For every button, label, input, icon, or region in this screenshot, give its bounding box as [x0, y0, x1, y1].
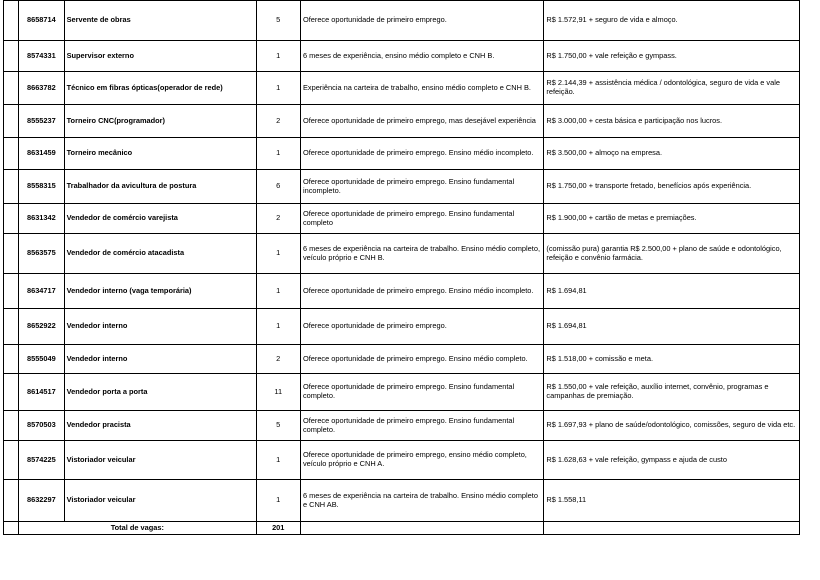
job-title: Servente de obras [64, 1, 256, 41]
row-blank-cell [4, 309, 19, 345]
row-blank-cell [4, 234, 19, 274]
job-requirements: Oferece oportunidade de primeiro emprego, mas desejável experiência [300, 105, 543, 138]
table-row [4, 105, 800, 138]
job-title: Supervisor externo [64, 41, 256, 72]
job-requirements: 6 meses de experiência na carteira de trabalho. Ensino médio completo, veículo próprio e CNH B. [300, 234, 543, 274]
job-title: Vendedor interno (vaga temporária) [64, 274, 256, 309]
table-row [4, 138, 800, 170]
job-title: Vendedor interno [64, 309, 256, 345]
job-salary: R$ 1.518,00 + comissão e meta. [544, 345, 800, 374]
table-row [4, 72, 800, 105]
table-row [4, 170, 800, 204]
table-row [4, 234, 800, 274]
job-code: 8663782 [19, 72, 64, 105]
job-salary: R$ 2.144,39 + assistência médica / odontológica, seguro de vida e vale refeição. [544, 72, 800, 105]
job-title: Vendedor de comércio atacadista [64, 234, 256, 274]
vacancy-count: 2 [256, 204, 300, 234]
vacancy-count: 1 [256, 441, 300, 480]
job-code: 8574225 [19, 441, 64, 480]
vacancy-count: 1 [256, 480, 300, 522]
job-code: 8558315 [19, 170, 64, 204]
job-salary: (comissão pura) garantia R$ 2.500,00 + plano de saúde e odontológico, refeição e convênio farmácia. [544, 234, 800, 274]
job-title: Vistoriador veicular [64, 480, 256, 522]
table-row [4, 309, 800, 345]
job-salary: R$ 1.558,11 [544, 480, 800, 522]
vacancy-count: 5 [256, 411, 300, 441]
vacancy-count: 2 [256, 105, 300, 138]
row-blank-cell [4, 480, 19, 522]
job-code: 8631459 [19, 138, 64, 170]
job-salary: R$ 3.000,00 + cesta básica e participação nos lucros. [544, 105, 800, 138]
job-requirements: Oferece oportunidade de primeiro emprego. Ensino fundamental completo. [300, 374, 543, 411]
job-salary: R$ 1.694,81 [544, 274, 800, 309]
job-requirements: Oferece oportunidade de primeiro emprego. Ensino médio completo. [300, 345, 543, 374]
job-requirements: Oferece oportunidade de primeiro emprego. Ensino médio incompleto. [300, 274, 543, 309]
job-salary: R$ 3.500,00 + almoço na empresa. [544, 138, 800, 170]
job-requirements: Oferece oportunidade de primeiro emprego. Ensino médio incompleto. [300, 138, 543, 170]
job-requirements: 6 meses de experiência, ensino médio completo e CNH B. [300, 41, 543, 72]
job-title: Vendedor porta a porta [64, 374, 256, 411]
vacancy-count: 1 [256, 41, 300, 72]
job-code: 8631342 [19, 204, 64, 234]
row-blank-cell [4, 1, 19, 41]
job-title: Técnico em fibras ópticas(operador de rede) [64, 72, 256, 105]
total-blank-cell-2 [300, 522, 543, 535]
vacancy-count: 1 [256, 234, 300, 274]
row-blank-cell [4, 170, 19, 204]
vacancy-count: 2 [256, 345, 300, 374]
table-row [4, 345, 800, 374]
job-code: 8658714 [19, 1, 64, 41]
job-code: 8570503 [19, 411, 64, 441]
table-row [4, 274, 800, 309]
job-code: 8652922 [19, 309, 64, 345]
vacancy-count: 6 [256, 170, 300, 204]
row-blank-cell [4, 345, 19, 374]
job-title: Torneiro CNC(programador) [64, 105, 256, 138]
row-blank-cell [4, 138, 19, 170]
table-row [4, 441, 800, 480]
table-row [4, 411, 800, 441]
table-row [4, 374, 800, 411]
job-openings-table [3, 0, 800, 535]
job-salary: R$ 1.750,00 + transporte fretado, benefícios após experiência. [544, 170, 800, 204]
job-requirements: Oferece oportunidade de primeiro emprego. Ensino fundamental incompleto. [300, 170, 543, 204]
job-salary: R$ 1.550,00 + vale refeição, auxílio internet, convênio, programas e campanhas de premiação. [544, 374, 800, 411]
row-blank-cell [4, 105, 19, 138]
job-code: 8563575 [19, 234, 64, 274]
vacancy-count: 1 [256, 72, 300, 105]
job-code: 8555237 [19, 105, 64, 138]
row-blank-cell [4, 441, 19, 480]
table-row [4, 204, 800, 234]
job-title: Vendedor de comércio varejista [64, 204, 256, 234]
row-blank-cell [4, 41, 19, 72]
vacancy-count: 11 [256, 374, 300, 411]
job-title: Trabalhador da avicultura de postura [64, 170, 256, 204]
job-requirements: Experiência na carteira de trabalho, ensino médio completo e CNH B. [300, 72, 543, 105]
table-row [4, 41, 800, 72]
total-blank-cell [4, 522, 19, 535]
job-salary: R$ 1.750,00 + vale refeição e gympass. [544, 41, 800, 72]
job-salary: R$ 1.900,00 + cartão de metas e premiações. [544, 204, 800, 234]
job-title: Torneiro mecânico [64, 138, 256, 170]
total-value: 201 [256, 522, 300, 535]
job-code: 8555049 [19, 345, 64, 374]
vacancy-count: 1 [256, 138, 300, 170]
vacancy-count: 1 [256, 309, 300, 345]
job-requirements: Oferece oportunidade de primeiro emprego. [300, 309, 543, 345]
job-code: 8574331 [19, 41, 64, 72]
total-blank-cell-3 [544, 522, 800, 535]
total-row [4, 522, 800, 535]
table-row [4, 480, 800, 522]
job-salary: R$ 1.572,91 + seguro de vida e almoço. [544, 1, 800, 41]
vacancy-count: 1 [256, 274, 300, 309]
job-salary: R$ 1.628,63 + vale refeição, gympass e ajuda de custo [544, 441, 800, 480]
row-blank-cell [4, 411, 19, 441]
total-label: Total de vagas: [19, 522, 256, 535]
job-table-body [4, 1, 800, 522]
row-blank-cell [4, 72, 19, 105]
job-salary: R$ 1.697,93 + plano de saúde/odontológico, comissões, seguro de vida etc. [544, 411, 800, 441]
job-requirements: Oferece oportunidade de primeiro emprego. Ensino fundamental completo. [300, 411, 543, 441]
row-blank-cell [4, 374, 19, 411]
job-title: Vendedor interno [64, 345, 256, 374]
job-code: 8634717 [19, 274, 64, 309]
table-row [4, 1, 800, 41]
row-blank-cell [4, 274, 19, 309]
job-salary: R$ 1.694,81 [544, 309, 800, 345]
job-requirements: Oferece oportunidade de primeiro emprego. [300, 1, 543, 41]
job-code: 8632297 [19, 480, 64, 522]
vacancy-count: 5 [256, 1, 300, 41]
job-title: Vistoriador veicular [64, 441, 256, 480]
job-code: 8614517 [19, 374, 64, 411]
job-requirements: 6 meses de experiência na carteira de trabalho. Ensino médio completo e CNH AB. [300, 480, 543, 522]
job-requirements: Oferece oportunidade de primeiro emprego, ensino médio completo, veículo próprio e CNH A. [300, 441, 543, 480]
row-blank-cell [4, 204, 19, 234]
job-title: Vendedor pracista [64, 411, 256, 441]
job-requirements: Oferece oportunidade de primeiro emprego. Ensino fundamental completo [300, 204, 543, 234]
